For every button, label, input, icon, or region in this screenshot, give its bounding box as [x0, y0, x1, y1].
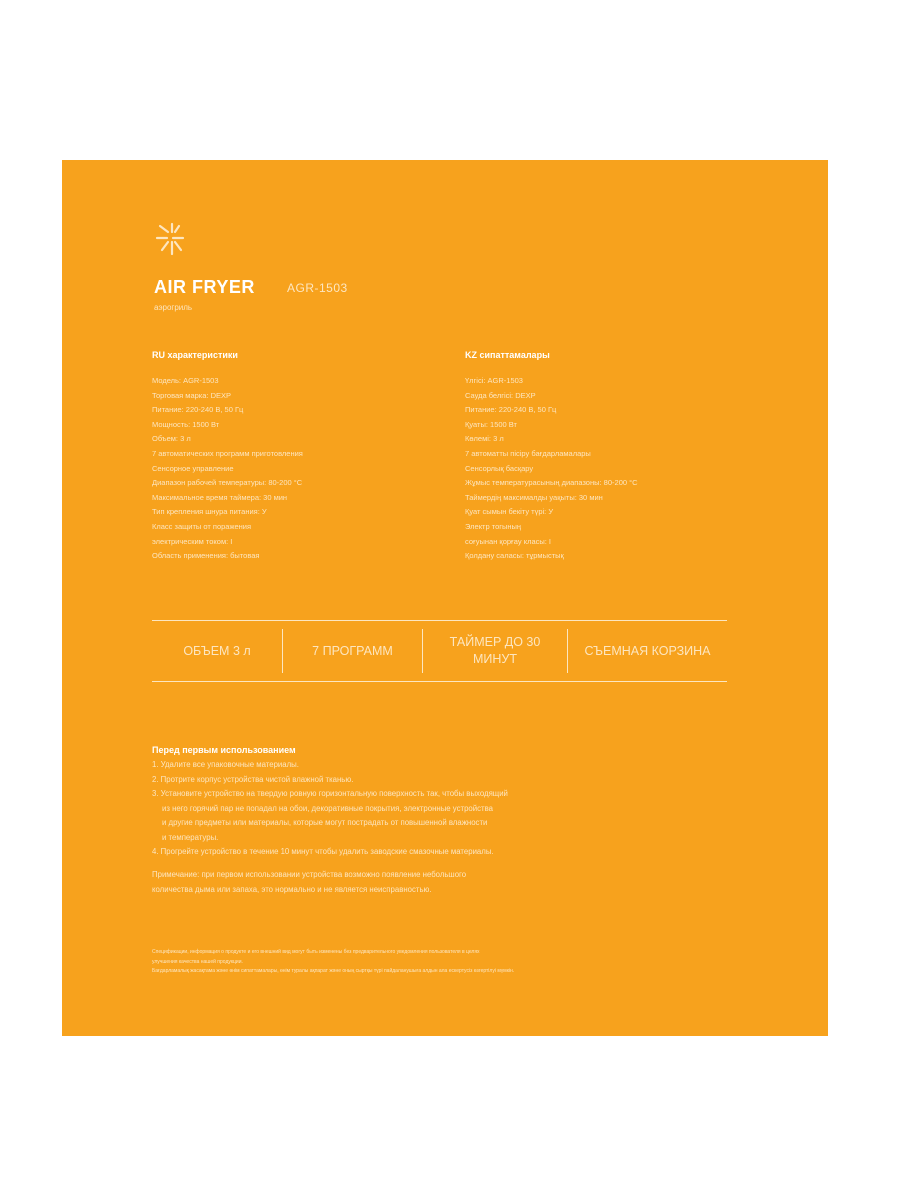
disclaimer [152, 948, 732, 977]
spec-line: Қуат сымын бекіту түрі: У [465, 507, 554, 517]
spec-line: Сенсорное управление [152, 463, 234, 473]
spec-line: Көлемі: 3 л [465, 434, 504, 444]
spec-line: Жұмыс температурасының диапазоны: 80-200 °С [465, 478, 638, 488]
product-model: AGR-1503 [287, 281, 348, 295]
spec-line: Электр тогының [465, 521, 522, 531]
features-bar [152, 620, 727, 682]
feature-timer: ТАЙМЕР ДО 30 МИНУТ [422, 629, 567, 673]
spec-line: Сенсорлық басқару [465, 463, 534, 473]
disclaimer-line: улучшения качества нашей продукции. [152, 958, 243, 965]
spec-line: Қуаты: 1500 Вт [465, 419, 517, 429]
spec-line: Мощность: 1500 Вт [152, 419, 220, 429]
spec-line: Таймердің максималды уақыты: 30 мин [465, 492, 603, 502]
specs-ru [152, 350, 303, 564]
spec-line: Тип крепления шнура питания: У [152, 507, 267, 517]
before-use-line: и температуры. [162, 832, 219, 842]
before-first-use [152, 745, 752, 860]
usage-note [152, 868, 466, 897]
product-subtitle: аэрогриль [154, 303, 193, 312]
disclaimer-line: Бағдарламалық жасақтама және өнім сипаттамалары, өнім туралы ақпарат және оның сыртқы түрі пайдаланушыға алдын ала ескертусіз өзгертілуі мүмкін. [152, 968, 515, 974]
before-use-line: 3. Установите устройство на твердую ровную горизонтальную поверхность так, чтобы выходящий [152, 789, 508, 798]
spec-line: Максимальное время таймера: 30 мин [152, 492, 288, 502]
spec-line: Үлгісі: AGR-1503 [465, 376, 523, 385]
spec-line: соғуынан қорғау класы: I [465, 536, 552, 546]
spec-line: Модель: AGR-1503 [152, 376, 219, 385]
spec-line: Объем: 3 л [152, 434, 191, 444]
spec-line: Питание: 220-240 В, 50 Гц [465, 405, 557, 415]
spec-line: Область применения: бытовая [152, 551, 260, 561]
spec-line: Класс защиты от поражения [152, 521, 252, 531]
brand-logo-icon [154, 218, 186, 258]
feature-volume: ОБЪЕМ 3 л [183, 643, 251, 658]
feature-basket: СЪЕМНАЯ КОРЗИНА [567, 629, 727, 673]
spec-line: Сауда белгісі: DEXP [465, 390, 536, 400]
spec-line: 7 автоматических программ приготовления [152, 448, 303, 458]
before-use-line: 4. Прогрейте устройство в течение 10 минут чтобы удалить заводские смазочные материалы. [152, 847, 494, 856]
before-use-line: 1. Удалите все упаковочные материалы. [152, 760, 299, 769]
before-use-heading: Перед первым использованием [152, 745, 296, 755]
disclaimer-line: Спецификации, информация о продукте и его внешний вид могут быть изменены без предварительного уведомления пользователя в целях [152, 949, 480, 955]
spec-line: электрическим током: I [152, 536, 233, 546]
specs-kz-heading: KZ сипаттамалары [465, 350, 550, 360]
before-use-line: 2. Протрите корпус устройства чистой влажной тканью. [152, 774, 354, 784]
spec-line: Питание: 220-240 В, 50 Гц [152, 405, 244, 415]
note-line: Примечание: при первом использовании устройства возможно появление небольшого [152, 870, 467, 879]
spec-line: Торговая марка: DEXP [152, 390, 232, 400]
feature-programs: 7 ПРОГРАММ [282, 629, 422, 673]
specs-kz [465, 350, 638, 564]
packaging-panel [62, 160, 828, 1036]
note-line: количества дыма или запаха, это нормально и не является неисправностью. [152, 884, 432, 894]
spec-line: Қолдану саласы: тұрмыстық [465, 551, 564, 561]
before-use-line: из него горячий пар не попадал на обои, декоративные покрытия, электронные устройства [162, 803, 493, 813]
spec-line: Диапазон рабочей температуры: 80-200 °С [152, 478, 303, 488]
specs-ru-heading: RU характеристики [152, 350, 238, 360]
product-title: AIR FRYER [154, 277, 255, 297]
before-use-line: и другие предметы или материалы, которые могут пострадать от повышенной влажности [162, 818, 488, 827]
spec-line: 7 автоматты пісіру бағдарламалары [465, 448, 591, 458]
